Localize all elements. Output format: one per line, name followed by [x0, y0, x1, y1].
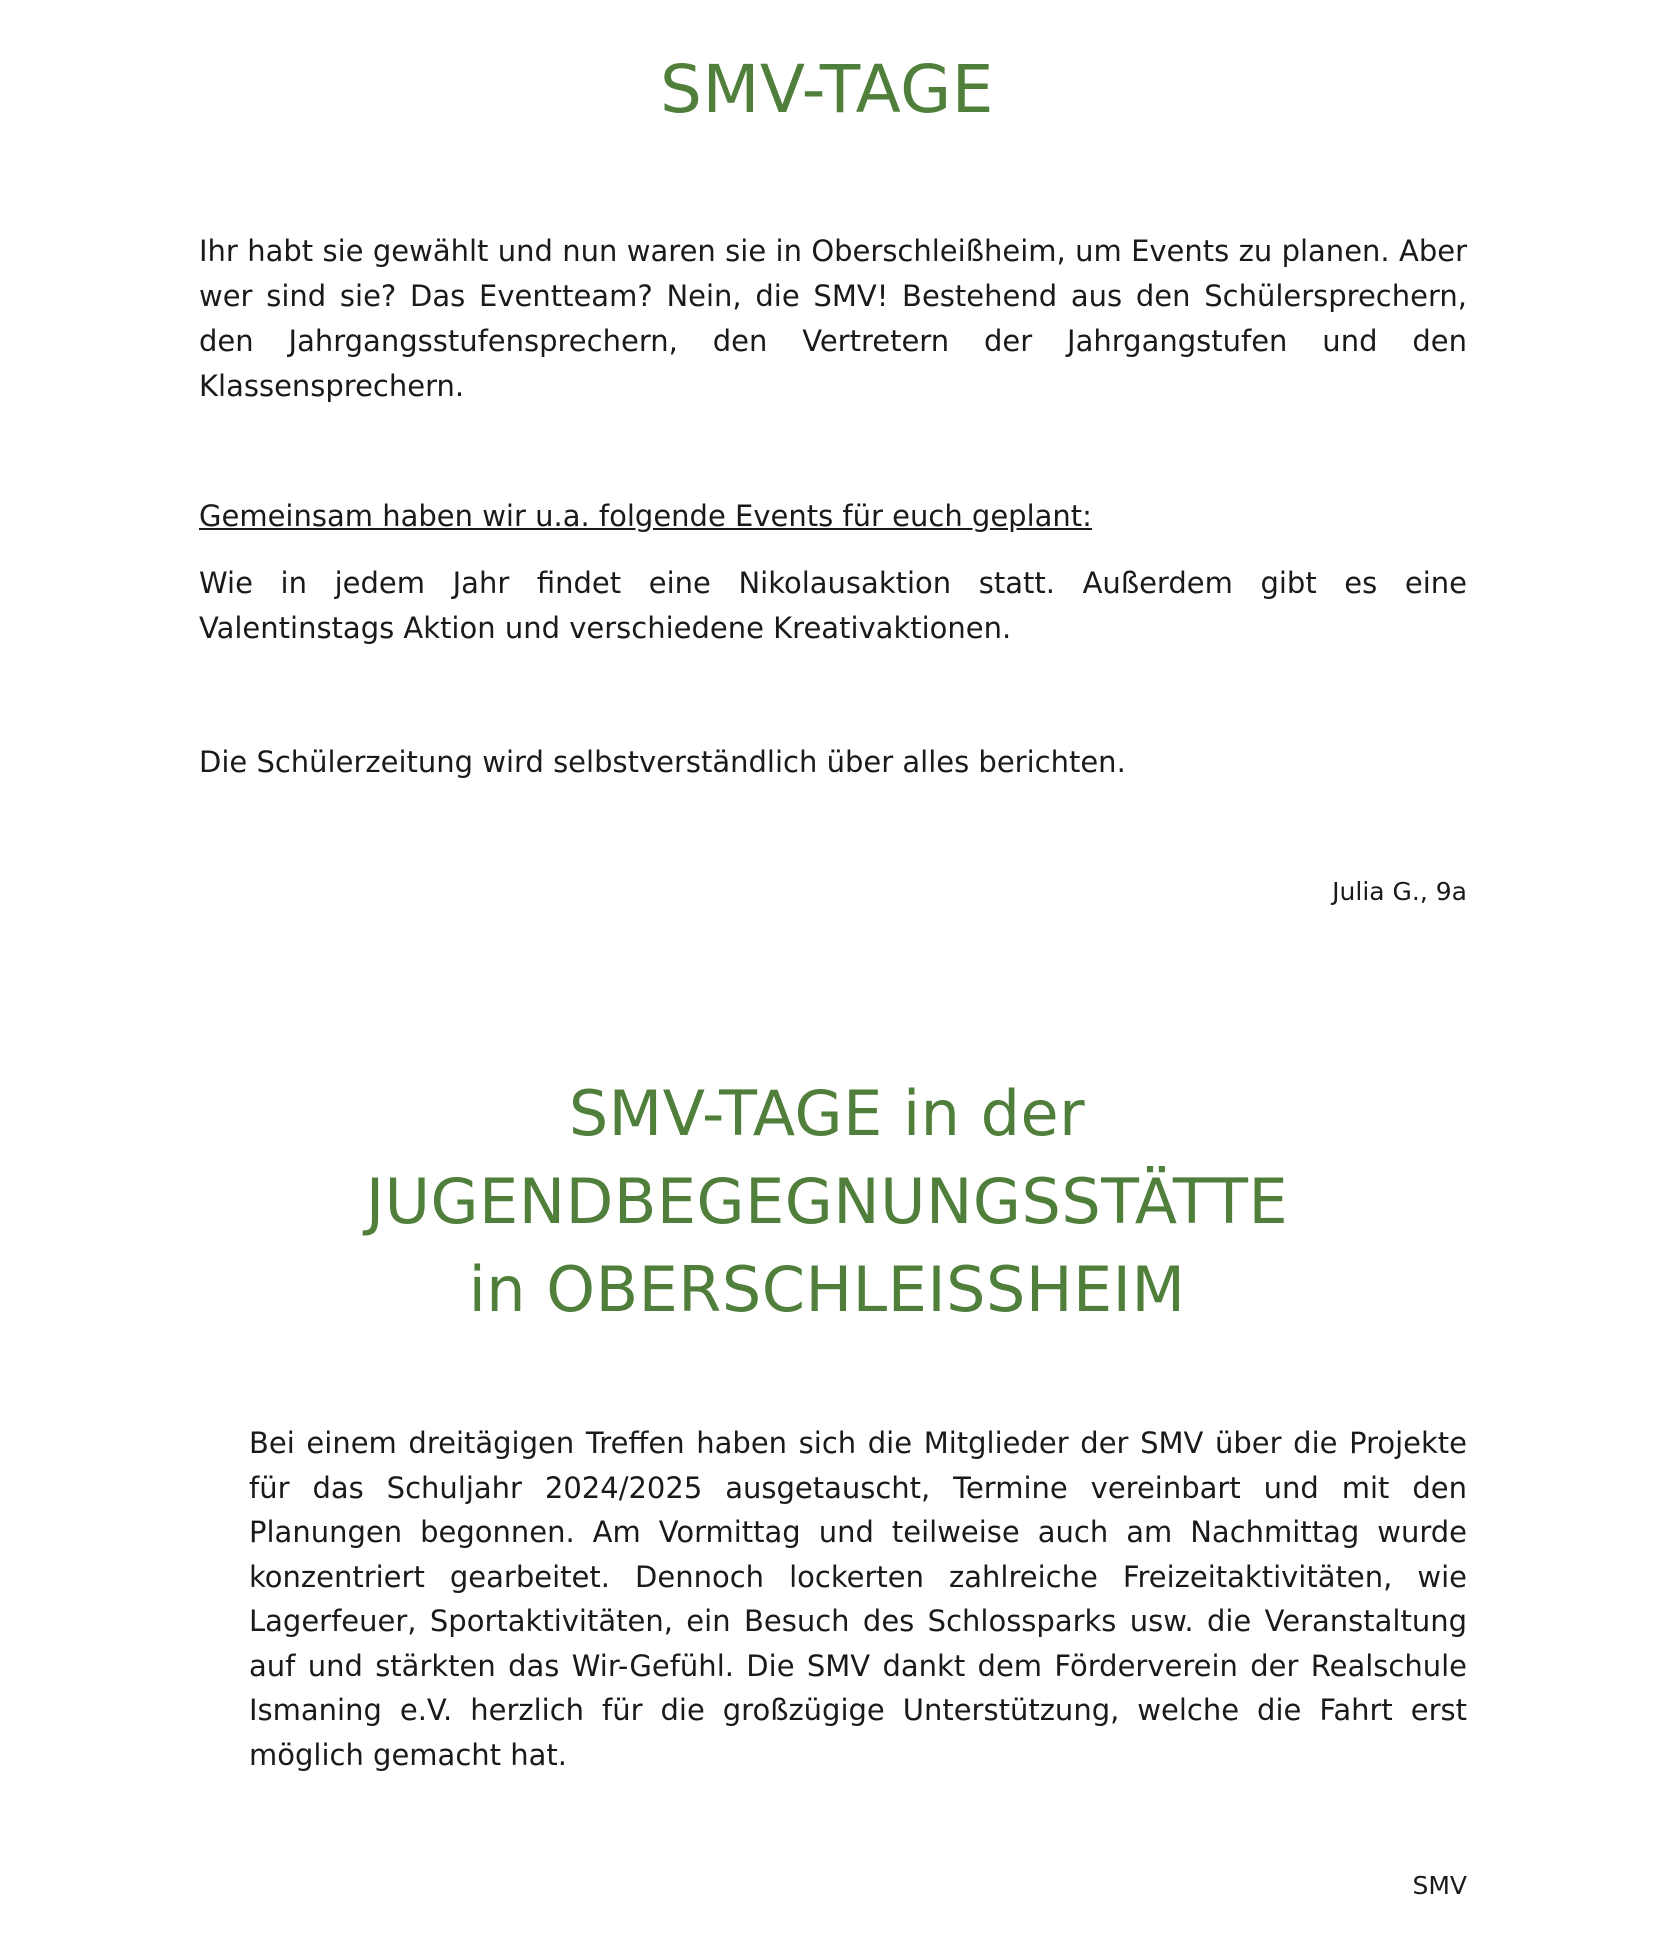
article-2-title-line-3: in OBERSCHLEISSHEIM — [468, 1253, 1186, 1326]
article-2-title-line-1: SMV-TAGE in der — [568, 1077, 1086, 1150]
article-1-title: SMV-TAGE — [660, 51, 994, 128]
article-2-body-paragraph: Bei einem dreitägigen Treffen haben sich die Mitglieder der SMV über die Projekte für das Schuljahr 2024/2025 ausgetauscht, Termine vereinbart und mit den Planungen begonnen. Am Vormittag und teilweise auch am Nachmittag wurde konzentriert gearbeitet. Dennoch lockerten zahlreiche Freizeitaktivitäten, wie Lagerfeuer, Sportaktivitäten, ein Besuch des Schlossparks usw. die Veranstaltung auf und stärkten das Wir-Gefühl. Die SMV dankt dem Förderverein der Realschule Ismaning e.V. herzlich für die großzügige Unterstützung, welche die Fahrt erst möglich gemacht hat. — [249, 1426, 1467, 1772]
events-heading: Gemeinsam haben wir u.a. folgende Events für euch geplant: — [199, 499, 1092, 533]
closing-paragraph: Die Schülerzeitung wird selbstverständlich über alles berichten. — [199, 745, 1126, 779]
events-paragraph: Wie in jedem Jahr findet eine Nikolausaktion statt. Außerdem gibt es eine Valentinstags Aktion und verschiedene Kreativaktionen. — [199, 566, 1467, 645]
article-2-author: SMV — [1412, 1871, 1467, 1900]
article-2-title — [0, 1070, 1654, 1334]
intro-paragraph: Ihr habt sie gewählt und nun waren sie in Oberschleißheim, um Events zu planen. Aber wer sind sie? Das Eventteam? Nein, die SMV! Bestehend aus den Schülersprechern, den Jahrgangsstufensprechern, den Vertretern der Jahrgangstufen und den Klassensprechern. — [199, 234, 1467, 403]
article-1-author: Julia G., 9a — [1332, 877, 1467, 906]
article-2-title-line-2: JUGENDBEGEGNUNGSSTÄTTE — [365, 1165, 1289, 1238]
